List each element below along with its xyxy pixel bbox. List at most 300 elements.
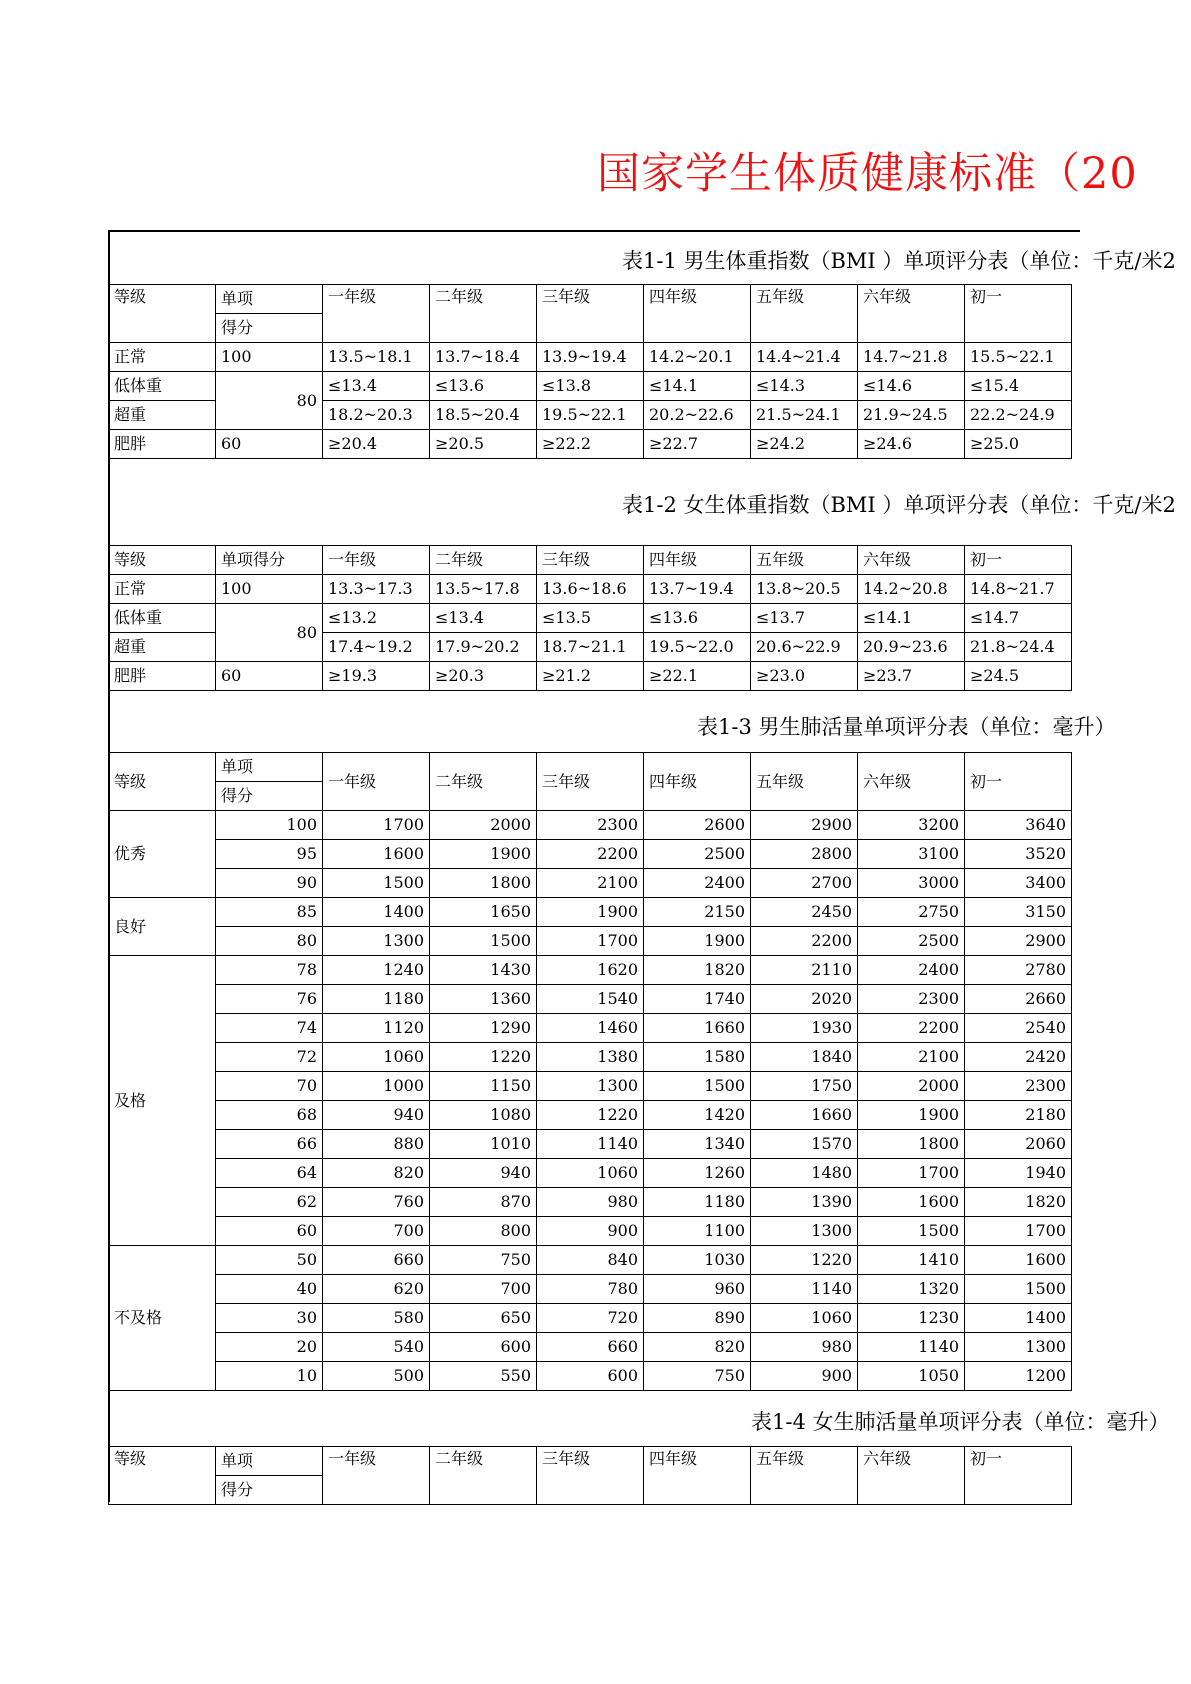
page-title: 国家学生体质健康标准（20 xyxy=(597,149,1138,199)
value-cell: 20.6~22.9 xyxy=(751,633,858,662)
value-cell: 760 xyxy=(323,1188,430,1217)
value-cell: 980 xyxy=(751,1333,858,1362)
header-score: 得分 xyxy=(216,1476,323,1505)
value-cell: ≤15.4 xyxy=(965,372,1072,401)
value-cell: 2900 xyxy=(751,811,858,840)
value-cell: 870 xyxy=(430,1188,537,1217)
value-cell: 2200 xyxy=(858,1014,965,1043)
score-cell: 40 xyxy=(216,1275,323,1304)
value-cell: 3520 xyxy=(965,840,1072,869)
value-cell: 14.4~21.4 xyxy=(751,343,858,372)
value-cell: 700 xyxy=(323,1217,430,1246)
value-cell: 1180 xyxy=(323,985,430,1014)
header-grade: 六年级 xyxy=(858,285,965,343)
table-row xyxy=(109,343,1072,372)
header-score: 得分 xyxy=(216,314,323,343)
score-cell: 100 xyxy=(216,811,323,840)
value-cell: 2300 xyxy=(537,811,644,840)
table-row xyxy=(109,985,1072,1014)
table-male-lung-capacity xyxy=(108,752,1072,1391)
header-grade: 一年级 xyxy=(323,1447,430,1505)
value-cell: 2450 xyxy=(751,898,858,927)
table-row xyxy=(109,430,1072,459)
value-cell: 940 xyxy=(430,1159,537,1188)
value-cell: 1000 xyxy=(323,1072,430,1101)
score-cell: 78 xyxy=(216,956,323,985)
score-cell: 74 xyxy=(216,1014,323,1043)
value-cell: 1300 xyxy=(537,1072,644,1101)
header-item: 单项 xyxy=(216,1447,323,1476)
value-cell: ≤13.7 xyxy=(751,604,858,633)
value-cell: 20.2~22.6 xyxy=(644,401,751,430)
value-cell: 1820 xyxy=(965,1188,1072,1217)
value-cell: 890 xyxy=(644,1304,751,1333)
header-grade: 六年级 xyxy=(858,1447,965,1505)
value-cell: 2700 xyxy=(751,869,858,898)
header-level: 等级 xyxy=(109,753,216,811)
score-cell: 70 xyxy=(216,1072,323,1101)
value-cell: 21.9~24.5 xyxy=(858,401,965,430)
header-grade: 五年级 xyxy=(751,1447,858,1505)
value-cell: 15.5~22.1 xyxy=(965,343,1072,372)
value-cell: ≥21.2 xyxy=(537,662,644,691)
value-cell: 1460 xyxy=(537,1014,644,1043)
table-row xyxy=(109,840,1072,869)
value-cell: 2540 xyxy=(965,1014,1072,1043)
table-row xyxy=(109,956,1072,985)
score-cell: 20 xyxy=(216,1333,323,1362)
value-cell: 880 xyxy=(323,1130,430,1159)
value-cell: ≥20.3 xyxy=(430,662,537,691)
table-row xyxy=(109,1217,1072,1246)
value-cell: 2000 xyxy=(858,1072,965,1101)
value-cell: 1500 xyxy=(323,869,430,898)
value-cell: 1220 xyxy=(751,1246,858,1275)
score-cell: 76 xyxy=(216,985,323,1014)
value-cell: 1060 xyxy=(751,1304,858,1333)
header-item-score: 单项得分 xyxy=(216,546,323,575)
score-cell: 50 xyxy=(216,1246,323,1275)
header-grade: 四年级 xyxy=(644,1447,751,1505)
value-cell: 1700 xyxy=(537,927,644,956)
value-cell: ≥24.2 xyxy=(751,430,858,459)
value-cell: 660 xyxy=(323,1246,430,1275)
value-cell: 1660 xyxy=(751,1101,858,1130)
value-cell: 1030 xyxy=(644,1246,751,1275)
value-cell: 18.5~20.4 xyxy=(430,401,537,430)
value-cell: ≤14.6 xyxy=(858,372,965,401)
value-cell: 660 xyxy=(537,1333,644,1362)
score-cell: 80 xyxy=(216,372,323,430)
value-cell: 2300 xyxy=(965,1072,1072,1101)
table-row xyxy=(109,1072,1072,1101)
value-cell: 650 xyxy=(430,1304,537,1333)
value-cell: ≥22.7 xyxy=(644,430,751,459)
value-cell: 14.2~20.1 xyxy=(644,343,751,372)
value-cell: 2150 xyxy=(644,898,751,927)
value-cell: ≤13.8 xyxy=(537,372,644,401)
table-caption-1-2: 表1-2 女生体重指数（BMI ）单项评分表（单位：千克/米2 xyxy=(622,493,1176,517)
value-cell: 780 xyxy=(537,1275,644,1304)
table-row xyxy=(109,575,1072,604)
value-cell: 1300 xyxy=(323,927,430,956)
score-cell: 100 xyxy=(216,343,323,372)
header-grade: 初一 xyxy=(965,1447,1072,1505)
value-cell: 1500 xyxy=(965,1275,1072,1304)
table-row xyxy=(109,1101,1072,1130)
value-cell: 1800 xyxy=(430,869,537,898)
value-cell: ≤14.3 xyxy=(751,372,858,401)
value-cell: 1700 xyxy=(965,1217,1072,1246)
value-cell: 1240 xyxy=(323,956,430,985)
value-cell: 1600 xyxy=(858,1188,965,1217)
header-item: 单项 xyxy=(216,285,323,314)
score-cell: 68 xyxy=(216,1101,323,1130)
value-cell: 840 xyxy=(537,1246,644,1275)
header-grade: 初一 xyxy=(965,285,1072,343)
value-cell: ≥20.5 xyxy=(430,430,537,459)
value-cell: 2400 xyxy=(644,869,751,898)
value-cell: 1100 xyxy=(644,1217,751,1246)
value-cell: 620 xyxy=(323,1275,430,1304)
value-cell: 14.2~20.8 xyxy=(858,575,965,604)
level-cell: 肥胖 xyxy=(109,430,216,459)
value-cell: 3640 xyxy=(965,811,1072,840)
value-cell: 960 xyxy=(644,1275,751,1304)
header-grade: 二年级 xyxy=(430,546,537,575)
value-cell: 540 xyxy=(323,1333,430,1362)
value-cell: 1800 xyxy=(858,1130,965,1159)
value-cell: 550 xyxy=(430,1362,537,1391)
table-row xyxy=(109,1188,1072,1217)
value-cell: 1300 xyxy=(751,1217,858,1246)
value-cell: 21.5~24.1 xyxy=(751,401,858,430)
value-cell: 1930 xyxy=(751,1014,858,1043)
header-grade: 四年级 xyxy=(644,753,751,811)
score-cell: 64 xyxy=(216,1159,323,1188)
value-cell: 1740 xyxy=(644,985,751,1014)
value-cell: 1650 xyxy=(430,898,537,927)
value-cell: ≤13.5 xyxy=(537,604,644,633)
level-cell: 超重 xyxy=(109,633,216,662)
score-cell: 60 xyxy=(216,430,323,459)
value-cell: 940 xyxy=(323,1101,430,1130)
value-cell: 2750 xyxy=(858,898,965,927)
value-cell: 820 xyxy=(644,1333,751,1362)
value-cell: 1940 xyxy=(965,1159,1072,1188)
score-cell: 80 xyxy=(216,604,323,662)
header-grade: 四年级 xyxy=(644,285,751,343)
value-cell: 1700 xyxy=(858,1159,965,1188)
score-cell: 95 xyxy=(216,840,323,869)
level-cell: 肥胖 xyxy=(109,662,216,691)
header-grade: 二年级 xyxy=(430,285,537,343)
value-cell: ≤14.7 xyxy=(965,604,1072,633)
level-cell: 及格 xyxy=(109,956,216,1246)
value-cell: 14.8~21.7 xyxy=(965,575,1072,604)
value-cell: 3400 xyxy=(965,869,1072,898)
value-cell: 1320 xyxy=(858,1275,965,1304)
level-cell: 正常 xyxy=(109,343,216,372)
value-cell: 1540 xyxy=(537,985,644,1014)
value-cell: 1580 xyxy=(644,1043,751,1072)
value-cell: 1260 xyxy=(644,1159,751,1188)
value-cell: 18.2~20.3 xyxy=(323,401,430,430)
header-level: 等级 xyxy=(109,1447,216,1505)
value-cell: 1400 xyxy=(965,1304,1072,1333)
value-cell: 1480 xyxy=(751,1159,858,1188)
value-cell: 2000 xyxy=(430,811,537,840)
value-cell: 1140 xyxy=(858,1333,965,1362)
value-cell: 2500 xyxy=(858,927,965,956)
table-row xyxy=(109,372,1072,401)
value-cell: 1750 xyxy=(751,1072,858,1101)
value-cell: 1430 xyxy=(430,956,537,985)
header-level: 等级 xyxy=(109,546,216,575)
header-grade: 二年级 xyxy=(430,1447,537,1505)
value-cell: ≤13.6 xyxy=(644,604,751,633)
value-cell: 2420 xyxy=(965,1043,1072,1072)
value-cell: 1360 xyxy=(430,985,537,1014)
level-cell: 低体重 xyxy=(109,372,216,401)
table-row xyxy=(109,1333,1072,1362)
table-row xyxy=(109,898,1072,927)
header-grade: 五年级 xyxy=(751,285,858,343)
value-cell: 1200 xyxy=(965,1362,1072,1391)
score-cell: 80 xyxy=(216,927,323,956)
level-cell: 正常 xyxy=(109,575,216,604)
table-caption-1-1: 表1-1 男生体重指数（BMI ）单项评分表（单位：千克/米2 xyxy=(622,249,1176,273)
value-cell: 1620 xyxy=(537,956,644,985)
value-cell: ≥24.5 xyxy=(965,662,1072,691)
value-cell: 1500 xyxy=(858,1217,965,1246)
header-grade: 初一 xyxy=(965,753,1072,811)
value-cell: 1400 xyxy=(323,898,430,927)
value-cell: 17.9~20.2 xyxy=(430,633,537,662)
value-cell: 980 xyxy=(537,1188,644,1217)
value-cell: ≤13.2 xyxy=(323,604,430,633)
table-row xyxy=(109,1362,1072,1391)
score-cell: 100 xyxy=(216,575,323,604)
value-cell: 19.5~22.1 xyxy=(537,401,644,430)
level-cell: 低体重 xyxy=(109,604,216,633)
value-cell: 1010 xyxy=(430,1130,537,1159)
value-cell: 1060 xyxy=(323,1043,430,1072)
value-cell: 2900 xyxy=(965,927,1072,956)
table-row xyxy=(109,1275,1072,1304)
value-cell: ≤13.4 xyxy=(430,604,537,633)
value-cell: 2780 xyxy=(965,956,1072,985)
value-cell: ≤13.6 xyxy=(430,372,537,401)
value-cell: 3000 xyxy=(858,869,965,898)
value-cell: 18.7~21.1 xyxy=(537,633,644,662)
value-cell: 17.4~19.2 xyxy=(323,633,430,662)
value-cell: 2600 xyxy=(644,811,751,840)
value-cell: 2200 xyxy=(751,927,858,956)
value-cell: 1140 xyxy=(751,1275,858,1304)
score-cell: 60 xyxy=(216,662,323,691)
score-cell: 30 xyxy=(216,1304,323,1333)
value-cell: 700 xyxy=(430,1275,537,1304)
header-grade: 三年级 xyxy=(537,546,644,575)
table-row xyxy=(109,811,1072,840)
score-cell: 10 xyxy=(216,1362,323,1391)
value-cell: 1220 xyxy=(537,1101,644,1130)
header-grade: 三年级 xyxy=(537,285,644,343)
value-cell: 1150 xyxy=(430,1072,537,1101)
table-row xyxy=(109,604,1072,633)
value-cell: 1120 xyxy=(323,1014,430,1043)
score-cell: 85 xyxy=(216,898,323,927)
table-row xyxy=(109,662,1072,691)
table-row xyxy=(109,927,1072,956)
value-cell: 1220 xyxy=(430,1043,537,1072)
value-cell: 720 xyxy=(537,1304,644,1333)
value-cell: 1500 xyxy=(644,1072,751,1101)
value-cell: 580 xyxy=(323,1304,430,1333)
table-row xyxy=(109,1014,1072,1043)
value-cell: 900 xyxy=(751,1362,858,1391)
value-cell: 900 xyxy=(537,1217,644,1246)
value-cell: 1180 xyxy=(644,1188,751,1217)
value-cell: 22.2~24.9 xyxy=(965,401,1072,430)
value-cell: 2110 xyxy=(751,956,858,985)
value-cell: 1820 xyxy=(644,956,751,985)
value-cell: 2660 xyxy=(965,985,1072,1014)
value-cell: 13.5~18.1 xyxy=(323,343,430,372)
value-cell: 1290 xyxy=(430,1014,537,1043)
value-cell: 13.3~17.3 xyxy=(323,575,430,604)
header-level: 等级 xyxy=(109,285,216,343)
value-cell: 1600 xyxy=(323,840,430,869)
table-caption-1-4: 表1-4 女生肺活量单项评分表（单位：毫升） xyxy=(751,1410,1170,1434)
value-cell: 3200 xyxy=(858,811,965,840)
table-female-lung-capacity xyxy=(108,1446,1072,1505)
value-cell: 2100 xyxy=(537,869,644,898)
value-cell: 1080 xyxy=(430,1101,537,1130)
table-row xyxy=(109,1043,1072,1072)
value-cell: ≥22.1 xyxy=(644,662,751,691)
value-cell: ≥22.2 xyxy=(537,430,644,459)
value-cell: 2020 xyxy=(751,985,858,1014)
score-cell: 60 xyxy=(216,1217,323,1246)
level-cell: 优秀 xyxy=(109,811,216,898)
header-grade: 二年级 xyxy=(430,753,537,811)
value-cell: 13.9~19.4 xyxy=(537,343,644,372)
table-row xyxy=(109,1246,1072,1275)
value-cell: ≤14.1 xyxy=(644,372,751,401)
header-grade: 一年级 xyxy=(323,285,430,343)
value-cell: 1390 xyxy=(751,1188,858,1217)
table-row xyxy=(109,1304,1072,1333)
value-cell: 14.7~21.8 xyxy=(858,343,965,372)
value-cell: 2060 xyxy=(965,1130,1072,1159)
level-cell: 超重 xyxy=(109,401,216,430)
value-cell: 2180 xyxy=(965,1101,1072,1130)
value-cell: ≥23.0 xyxy=(751,662,858,691)
value-cell: 2100 xyxy=(858,1043,965,1072)
score-cell: 66 xyxy=(216,1130,323,1159)
value-cell: 2200 xyxy=(537,840,644,869)
value-cell: 820 xyxy=(323,1159,430,1188)
value-cell: 19.5~22.0 xyxy=(644,633,751,662)
value-cell: 1300 xyxy=(965,1333,1072,1362)
value-cell: ≤14.1 xyxy=(858,604,965,633)
header-grade: 四年级 xyxy=(644,546,751,575)
value-cell: 20.9~23.6 xyxy=(858,633,965,662)
value-cell: 13.6~18.6 xyxy=(537,575,644,604)
value-cell: 750 xyxy=(644,1362,751,1391)
value-cell: 1500 xyxy=(430,927,537,956)
value-cell: 13.7~19.4 xyxy=(644,575,751,604)
table-row xyxy=(109,1130,1072,1159)
value-cell: 2400 xyxy=(858,956,965,985)
value-cell: 800 xyxy=(430,1217,537,1246)
value-cell: 1660 xyxy=(644,1014,751,1043)
value-cell: 600 xyxy=(430,1333,537,1362)
value-cell: ≥20.4 xyxy=(323,430,430,459)
value-cell: 13.5~17.8 xyxy=(430,575,537,604)
value-cell: 2500 xyxy=(644,840,751,869)
value-cell: 1900 xyxy=(537,898,644,927)
value-cell: ≥24.6 xyxy=(858,430,965,459)
value-cell: 1230 xyxy=(858,1304,965,1333)
table-row xyxy=(109,869,1072,898)
header-score: 得分 xyxy=(216,782,323,811)
level-cell: 不及格 xyxy=(109,1246,216,1391)
header-grade: 三年级 xyxy=(537,753,644,811)
value-cell: 1060 xyxy=(537,1159,644,1188)
header-grade: 五年级 xyxy=(751,546,858,575)
value-cell: 2800 xyxy=(751,840,858,869)
value-cell: 21.8~24.4 xyxy=(965,633,1072,662)
value-cell: 3100 xyxy=(858,840,965,869)
value-cell: 1380 xyxy=(537,1043,644,1072)
header-item: 单项 xyxy=(216,753,323,782)
value-cell: 2300 xyxy=(858,985,965,1014)
value-cell: ≤13.4 xyxy=(323,372,430,401)
value-cell: 1570 xyxy=(751,1130,858,1159)
value-cell: 1410 xyxy=(858,1246,965,1275)
value-cell: ≥23.7 xyxy=(858,662,965,691)
value-cell: 3150 xyxy=(965,898,1072,927)
value-cell: 500 xyxy=(323,1362,430,1391)
value-cell: 1420 xyxy=(644,1101,751,1130)
value-cell: 750 xyxy=(430,1246,537,1275)
value-cell: ≥25.0 xyxy=(965,430,1072,459)
header-grade: 一年级 xyxy=(323,546,430,575)
value-cell: 1900 xyxy=(430,840,537,869)
table-caption-1-3: 表1-3 男生肺活量单项评分表（单位：毫升） xyxy=(697,715,1116,739)
value-cell: 1840 xyxy=(751,1043,858,1072)
header-grade: 六年级 xyxy=(858,753,965,811)
value-cell: 1700 xyxy=(323,811,430,840)
value-cell: 1900 xyxy=(644,927,751,956)
value-cell: 1050 xyxy=(858,1362,965,1391)
value-cell: 600 xyxy=(537,1362,644,1391)
score-cell: 62 xyxy=(216,1188,323,1217)
header-grade: 三年级 xyxy=(537,1447,644,1505)
value-cell: 1600 xyxy=(965,1246,1072,1275)
table-female-bmi xyxy=(108,545,1072,691)
header-grade: 六年级 xyxy=(858,546,965,575)
header-grade: 一年级 xyxy=(323,753,430,811)
value-cell: 1900 xyxy=(858,1101,965,1130)
header-grade: 初一 xyxy=(965,546,1072,575)
value-cell: 13.8~20.5 xyxy=(751,575,858,604)
level-cell: 良好 xyxy=(109,898,216,956)
score-cell: 72 xyxy=(216,1043,323,1072)
